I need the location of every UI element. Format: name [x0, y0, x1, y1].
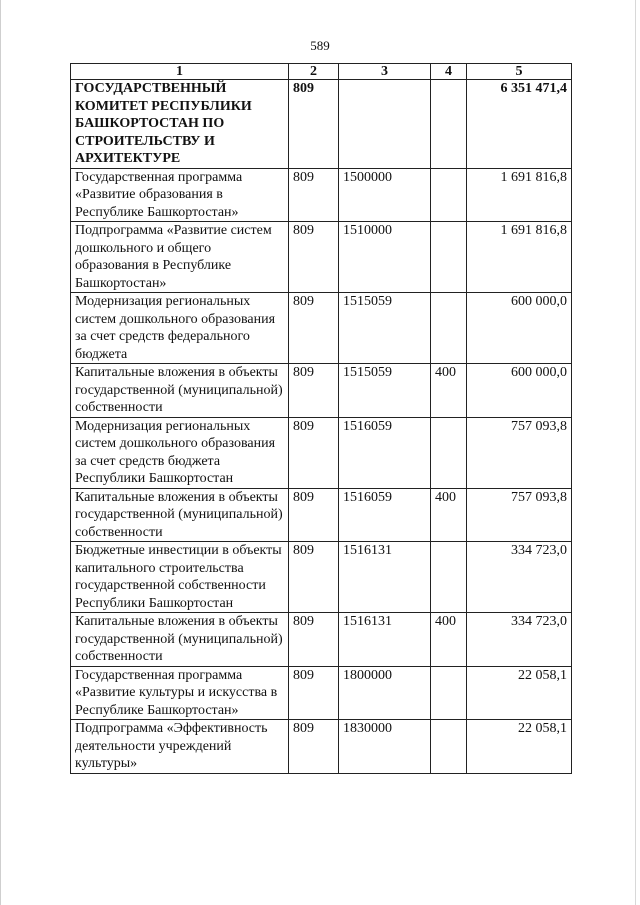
row-name: Государственная программа «Развитие образования в Республике Башкортостан»	[71, 168, 289, 222]
row-ministry-code: 809	[289, 613, 339, 667]
row-expense-type: 400	[431, 613, 467, 667]
column-header-2: 2	[289, 64, 339, 80]
row-ministry-code: 809	[289, 488, 339, 542]
scan-right-edge	[635, 0, 636, 905]
row-expense-type	[431, 542, 467, 613]
row-name: Капитальные вложения в объекты государственной (муниципальной) собственности	[71, 613, 289, 667]
row-amount: 1 691 816,8	[467, 222, 572, 293]
page-number: 589	[310, 38, 330, 53]
row-name: Модернизация региональных систем дошкольного образования за счет средств бюджета Республики Башкортостан	[71, 417, 289, 488]
row-ministry-code: 809	[289, 222, 339, 293]
table-row	[71, 168, 572, 222]
row-amount: 22 058,1	[467, 720, 572, 774]
table-row	[71, 222, 572, 293]
header-row	[71, 64, 572, 80]
column-header-1: 1	[71, 64, 289, 80]
row-expense-type	[431, 666, 467, 720]
row-expense-type	[431, 417, 467, 488]
table-row	[71, 542, 572, 613]
row-name: Модернизация региональных систем дошкольного образования за счет средств федерального бюджета	[71, 293, 289, 364]
column-header-3: 3	[339, 64, 431, 80]
row-name: Подпрограмма «Развитие систем дошкольного и общего образования в Республике Башкортостан»	[71, 222, 289, 293]
table-row-agency	[71, 80, 572, 169]
table-row	[71, 666, 572, 720]
row-target-code: 1510000	[339, 222, 431, 293]
row-amount: 22 058,1	[467, 666, 572, 720]
row-expense-type	[431, 720, 467, 774]
table-row	[71, 293, 572, 364]
row-amount: 1 691 816,8	[467, 168, 572, 222]
row-target-code: 1515059	[339, 364, 431, 418]
row-ministry-code: 809	[289, 293, 339, 364]
row-ministry-code: 809	[289, 168, 339, 222]
row-target-code: 1500000	[339, 168, 431, 222]
column-header-4: 4	[431, 64, 467, 80]
row-ministry-code: 809	[289, 80, 339, 169]
row-expense-type	[431, 168, 467, 222]
row-amount: 600 000,0	[467, 364, 572, 418]
row-name: Государственная программа «Развитие культуры и искусства в Республике Башкортостан»	[71, 666, 289, 720]
scan-left-edge	[0, 0, 1, 905]
row-name: ГОСУДАРСТВЕННЫЙ КОМИТЕТ РЕСПУБЛИКИ БАШКОРТОСТАН ПО СТРОИТЕЛЬСТВУ И АРХИТЕКТУРЕ	[71, 80, 289, 169]
row-ministry-code: 809	[289, 720, 339, 774]
table-row	[71, 720, 572, 774]
row-name: Капитальные вложения в объекты государственной (муниципальной) собственности	[71, 488, 289, 542]
row-expense-type: 400	[431, 488, 467, 542]
row-target-code: 1516059	[339, 417, 431, 488]
row-target-code: 1830000	[339, 720, 431, 774]
row-target-code: 1516131	[339, 542, 431, 613]
row-target-code: 1516059	[339, 488, 431, 542]
row-ministry-code: 809	[289, 364, 339, 418]
row-name: Подпрограмма «Эффективность деятельности учреждений культуры»	[71, 720, 289, 774]
row-amount: 334 723,0	[467, 542, 572, 613]
row-ministry-code: 809	[289, 666, 339, 720]
row-amount: 757 093,8	[467, 488, 572, 542]
row-expense-type	[431, 222, 467, 293]
table-row	[71, 613, 572, 667]
row-expense-type	[431, 293, 467, 364]
budget-table	[70, 63, 572, 774]
table-row	[71, 417, 572, 488]
row-ministry-code: 809	[289, 417, 339, 488]
row-target-code	[339, 80, 431, 169]
table-row	[71, 488, 572, 542]
row-name: Капитальные вложения в объекты государственной (муниципальной) собственности	[71, 364, 289, 418]
row-target-code: 1516131	[339, 613, 431, 667]
row-expense-type	[431, 80, 467, 169]
row-target-code: 1515059	[339, 293, 431, 364]
row-ministry-code: 809	[289, 542, 339, 613]
row-amount: 757 093,8	[467, 417, 572, 488]
row-name: Бюджетные инвестиции в объекты капитального строительства государственной собственности Республики Башкортостан	[71, 542, 289, 613]
row-amount: 6 351 471,4	[467, 80, 572, 169]
row-amount: 334 723,0	[467, 613, 572, 667]
row-amount: 600 000,0	[467, 293, 572, 364]
column-header-5: 5	[467, 64, 572, 80]
row-expense-type: 400	[431, 364, 467, 418]
table-header	[71, 64, 572, 80]
row-target-code: 1800000	[339, 666, 431, 720]
table-body	[71, 80, 572, 774]
table-row	[71, 364, 572, 418]
